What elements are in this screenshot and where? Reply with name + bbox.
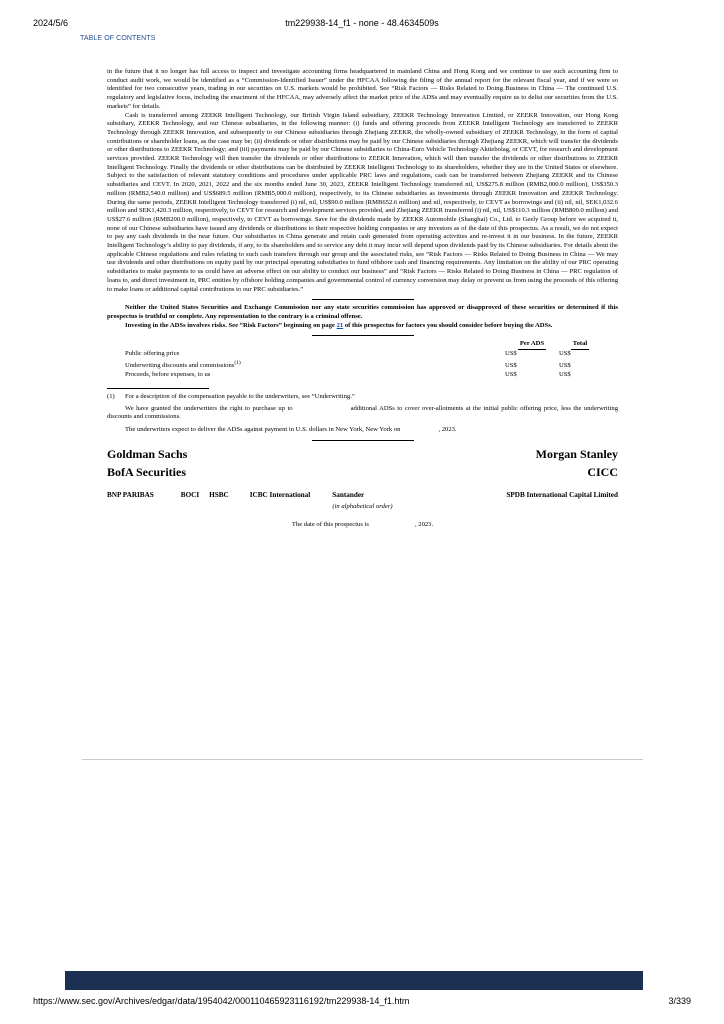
bank-spdb: SPDB International Capital Limited [506,490,618,499]
footnote-ref: (1) [234,360,241,367]
table-of-contents-link[interactable]: TABLE OF CONTENTS [80,35,156,42]
page-divider [82,759,643,760]
risk-notice: Investing in the ADSs involves risks. See “Risk Factors” beginning on page 21 of this prospectus for factors you should consider before buying the ADSs. [125,321,553,329]
bank-boci: BOCI [180,490,200,499]
print-doc-title: tm229938-14_f1 - none - 48.4634509s [285,18,439,28]
overallotment-text: We have granted the underwriters the right to purchase up to additional ADSs to cover over-allotments at the initial public offering price, less the underwriting discounts and commissions. [107,404,618,421]
alphabetical-order-note: (in alphabetical order) [332,502,393,510]
offering-fee-table [125,340,601,380]
print-date: 2024/5/6 [33,18,69,28]
print-url: https://www.sec.gov/Archives/edgar/data/1954042/000110465923116192/tm229938-14_f1.htm [33,996,410,1006]
bank-bofa-securities: BofA Securities [107,464,186,479]
cash-transfer-paragraph: Cash is transferred among ZEEKR Intelligent Technology, our British Virgin Island subsidiary, ZEEKR Technology Innovation Limited, or ZEEKR Innovation, our Hong Kong subsidiary, ZEEKR Technology, and our Chinese subsidiaries, in the following manner: (i) funds and offering proceeds from ZEEKR Intelligent Technology are transferred to ZEEKR Technology through ZEEKR Innovation, and subsequently to our Chinese subsidiaries through Zhejiang ZEEKR, the wholly-owned subsidiary of ZEEKR Technology, in the form of capital contributions or shareholder loans, as the case may be; (ii) dividends or other distributions may be paid by our Chinese subsidiaries through Zhejiang ZEEKR, which will transfer the dividends or other distributions to ZEEKR Technology; and (iii) payments may be paid by our Chinese subsidiaries to China-Euro Vehicle Technology Aktiebolag, or CEVT, for research and development services provided. ZEEKR Technology will then transfer the dividends or other distributions to ZEEKR Innovation, which will then transfer the dividends or other distributions to ZEEKR Intelligent Technology. Finally the dividends or other distributions can be distributed by ZEEKR Intelligent Technology to its shareholders, whether they are in the United States or elsewhere. Subject to the satisfaction of relevant statutory conditions and procedures under applicable PRC laws and regulations, cash can be transferred between Zhejiang ZEEKR and its Chinese subsidiaries and CEVT. In 2020, 2021, 2022 and the six months ended June 30, 2023, ZEEKR Intelligent Technology transferred nil, US$275.8 million (RMB2,000.0 million), US$350.3 million (RMB2,540.0 million) and US$689.5 million (RMB5,000.0 million), respectively, to its Chinese subsidiaries as investments through ZEEKR Innovation and ZEEKR Technology. During the same periods, ZEEKR Intelligent Technology transferred (i) nil, nil, US$90.0 million (RMB652.6 million) and nil, respectively, to CEVT as borrowings and (ii) nil, nil, SEK1,032.6 million and SEK1,420.3 million, respectively, to CEVT for research and development services provided, and Zhejiang ZEEKR transferred (i) nil, nil, US$110.3 million (RMB800.0 million) and US$27.6 million (RMB200.0 million), respectively, to CEVT as borrowings. Save for the dividends made by ZEEKR Automobile (Shanghai) Co., Ltd. to Geely Group before we acquired it, none of our Chinese subsidiaries have issued any dividends or distributions to their respective holding companies or any investors as of the date of this prospectus. As a result, we do not expect to pay any cash dividends in the near future. Our subsidiaries in China generate and retain cash generated from operating activities and re-invest it in our business. In the future, ZEEKR Intelligent Technology’s ability to pay dividends, if any, to its shareholders and to service any debt it may incur will depend upon dividends paid by its Chinese subsidiaries. For details about the applicable Chinese regulations and rules relating to such cash transfers through our group and the associated risks, see “Risk Factors — Risks Related to Doing Business in China — We may use dividends and other distributions on equity paid by our principal operating subsidiaries to fund offshore cash and financing requirements. Any limitation on the ability of our PRC operating subsidiaries to make payments to us could have an adverse effect on our ability to conduct our business” and “Risk Factors — Risks Related to Doing Business in China — PRC regulation of loans to, and direct investment in, PRC entities by offshore holding companies and governmental control of currency conversion may delay or prevent us from using the proceeds of this offering to make loans or additional capital contributions to our PRC subsidiaries.” [107,111,618,293]
fee-table-header [125,340,601,350]
bank-bnp-paribas: BNP PARIBAS [107,490,154,499]
risk-factors-page-link[interactable]: 21 [336,321,344,329]
sec-notice: Neither the United States Securities and Exchange Commission nor any state securities commission has approved or disapproved of these securities or determined if this prospectus is truthful or complete. Any representation to the contrary is a criminal offense. [107,304,618,320]
bank-goldman-sachs: Goldman Sachs [107,446,188,461]
lead-underwriters-row-1 [107,447,618,461]
print-page-number: 3/339 [668,996,691,1006]
lead-underwriters-row-2 [107,465,618,479]
section-rule [312,440,414,441]
col-total: Total [559,340,601,350]
table-row: Underwriting discounts and commissions$^{(1)}$ US$ US$ [125,360,571,370]
footnote: (1) For a description of the compensation payable to the underwriters, see “Underwriting.” [107,392,355,400]
col-per-ads: Per ADS [505,340,559,350]
bank-morgan-stanley: Morgan Stanley [535,446,618,461]
co-underwriters-row [107,491,618,500]
table-row: Public offering price US$ US$ [125,350,571,358]
delivery-text: The underwriters expect to deliver the ADSs against payment in U.S. dollars in New York, New York on , 2023. [125,426,457,434]
footnote-rule [107,388,209,389]
table-row: Proceeds, before expenses, to us US$ US$ [125,371,571,379]
bank-cicc: CICC [587,464,618,479]
bank-santander: Santander [332,490,365,499]
footer-bar [65,971,643,990]
bank-icbc-international: ICBC International [249,490,311,499]
hfcaa-paragraph: in the future that it no longer has full access to inspect and investigate accounting firms headquartered in mainland China and Hong Kong and we continue to use such accounting firm to conduct audit work, we would be identified as a “Commission-Identified Issuer” under the HFCAA following the filing of the annual report for the relevant fiscal year, and if we were so identified for two consecutive years, trading in our securities on U.S. markets would be prohibited. See “Risk Factors — Risks Related to Doing Business in China — The continued U.S. regulatory and legislative focus, including the enactment of the HFCAA, may adversely affect the market price of the ADSs and may eventually require us to delist our securities from the U.S. markets” for details. [107,68,618,110]
section-rule [312,335,414,336]
section-rule [312,299,414,300]
prospectus-date: The date of this prospectus is , 2023. [291,521,434,529]
prospectus-cover-body [107,68,618,530]
bank-hsbc: HSBC [209,490,229,499]
